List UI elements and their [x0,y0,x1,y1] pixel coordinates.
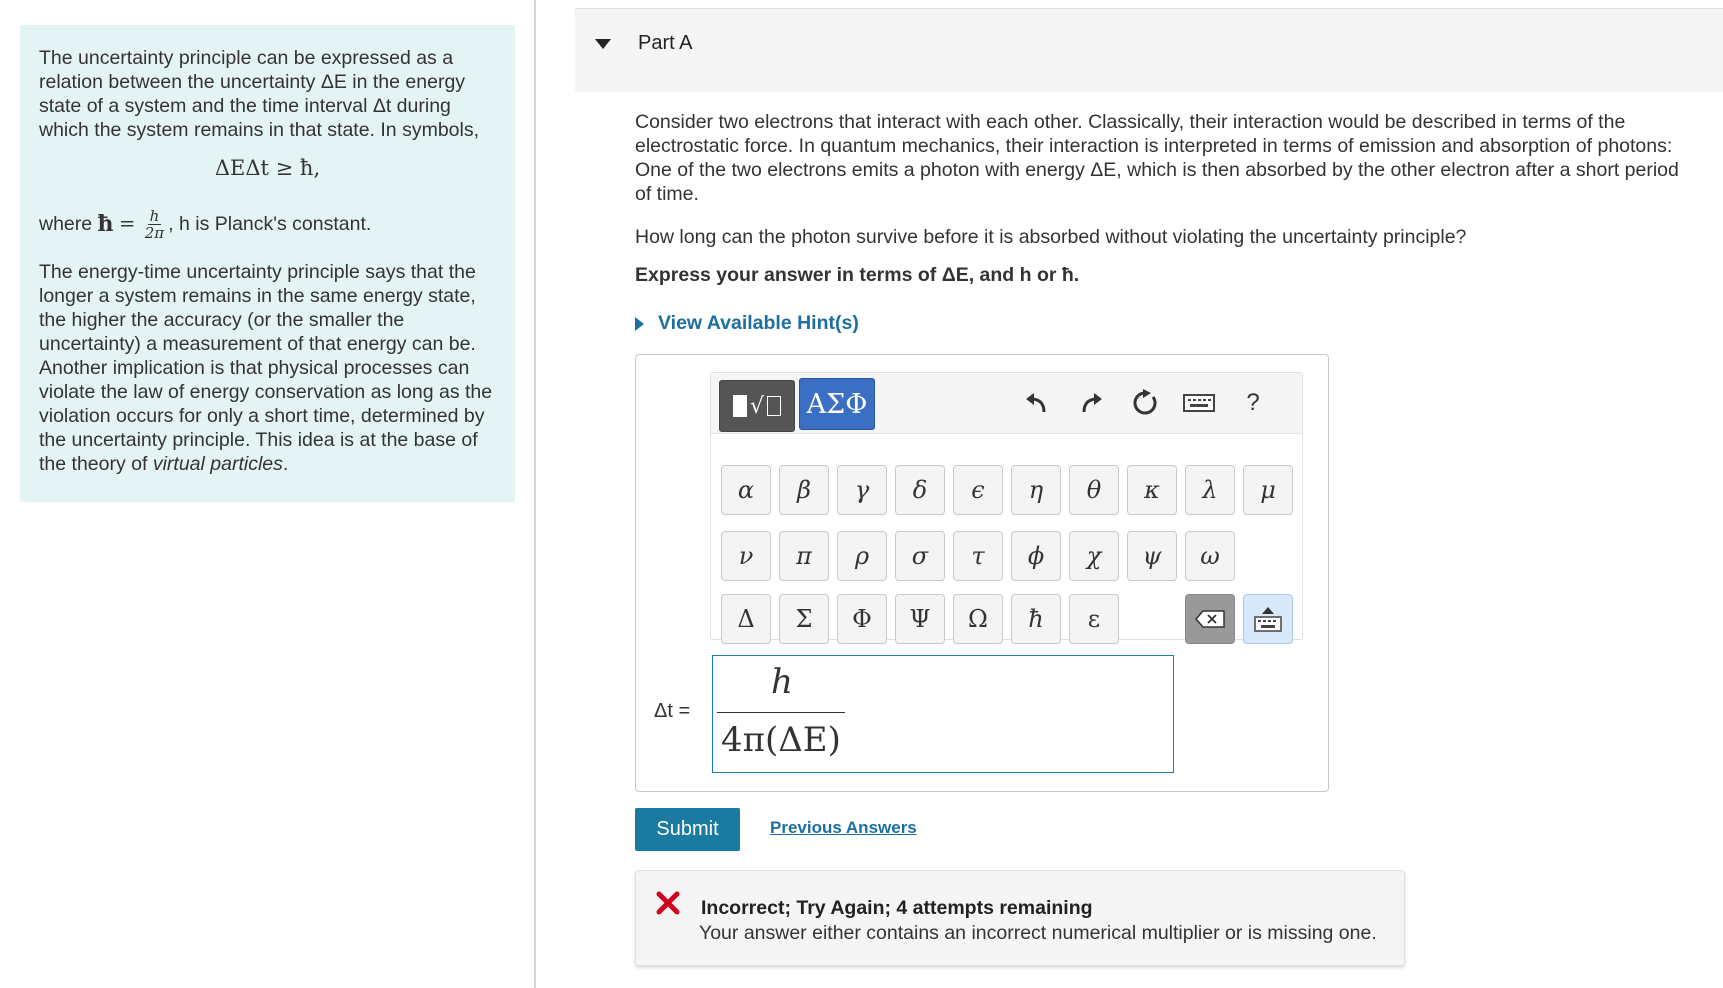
submit-button[interactable]: Submit [635,808,740,851]
key-delta[interactable]: δ [895,465,945,515]
template-square-icon [733,395,747,417]
fraction-numerator: h [149,206,160,225]
equals-sign: = [118,212,136,235]
view-hints-link[interactable] [635,312,859,335]
view-hints-label: View Available Hint(s) [658,312,859,334]
question-paragraph: Consider two electrons that interact with each other. Classically, their interaction would be described in terms of the electrostatic force. In quantum mechanics, their interaction is interpreted in terms of emission and absorption of photons: One of the two electrons emits a photon with energy ΔE, which is then absorbed by the other electron after a short period of time. [635,111,1679,205]
key-varepsilon[interactable]: ε [1069,594,1119,644]
where-suffix: , h is Planck's constant. [168,213,372,235]
hbar-symbol: ħ [97,211,114,237]
template-box-icon [767,396,781,416]
key-lambda[interactable]: λ [1185,465,1235,515]
uncertainty-equation: ΔEΔt ≥ ħ, [214,156,321,180]
expand-caret-icon [635,317,644,331]
key-gamma[interactable]: γ [837,465,887,515]
backspace-icon [1194,609,1226,629]
info-paragraph-2-end: . [282,453,289,475]
templates-button[interactable] [719,380,795,432]
toggle-keyboard-button[interactable] [1243,594,1293,644]
key-rho[interactable]: ρ [837,531,887,581]
keyboard-up-icon [1253,604,1283,634]
key-capital-phi[interactable]: Φ [837,594,887,644]
error-x-icon [656,891,680,920]
key-pi[interactable]: π [779,531,829,581]
key-alpha[interactable]: α [721,465,771,515]
panel-divider [534,0,536,988]
key-capital-sigma[interactable]: Σ [779,594,829,644]
part-header[interactable] [575,8,1723,92]
math-palette [710,372,1303,640]
key-capital-omega[interactable]: Ω [953,594,1003,644]
h-over-2pi-fraction [143,208,166,241]
key-sigma[interactable]: σ [895,531,945,581]
help-icon[interactable]: ? [1246,389,1260,416]
previous-answers-link[interactable]: Previous Answers [770,818,917,837]
fraction-bar [717,712,845,713]
undo-icon[interactable] [1019,385,1055,421]
part-title: Part A [638,32,693,54]
key-nu[interactable]: ν [721,531,771,581]
key-phi[interactable]: ϕ [1011,531,1061,581]
key-tau[interactable]: τ [953,531,1003,581]
answer-box [635,354,1329,792]
hbar-definition [39,202,496,246]
answer-label: Δt = [654,700,691,722]
palette-toolbar [711,373,1302,434]
key-capital-delta[interactable]: Δ [721,594,771,644]
question-prompt: How long can the photon survive before it is absorbed without violating the uncertainty principle? [635,226,1467,248]
info-paragraph-2-text: The energy-time uncertainty principle says that the longer a system remains in the same energy state, the higher the accuracy (or the smaller the uncertainty) a measurement of that energy can be. Another implication is that physical processes can violate the law of energy conservation as long as the violation occurs for only a short time, determined by the uncertainty principle. This idea is at the base of the theory of [39,261,493,475]
info-panel [20,25,515,502]
key-chi[interactable]: χ [1069,531,1119,581]
key-psi[interactable]: ψ [1127,531,1177,581]
key-epsilon[interactable]: ϵ [953,465,1003,515]
key-kappa[interactable]: κ [1127,465,1177,515]
key-mu[interactable]: μ [1243,465,1293,515]
feedback-box [635,870,1405,966]
key-beta[interactable]: β [779,465,829,515]
question-text [635,110,1695,206]
info-paragraph-1: The uncertainty principle can be expressed as a relation between the uncertainty ΔE in the energy state of a system and the time interval Δt during which the system remains in that state. In symbols, [39,47,480,141]
answer-input[interactable] [712,655,1174,773]
key-capital-psi[interactable]: Ψ [895,594,945,644]
info-paragraph-2 [39,260,496,476]
key-hbar[interactable]: ħ [1011,594,1061,644]
collapse-caret-icon[interactable] [595,39,611,49]
key-eta[interactable]: η [1011,465,1061,515]
sqrt-icon: √ [749,393,765,419]
reset-icon[interactable] [1127,385,1163,421]
where-text: where [39,213,93,235]
virtual-particles-term: virtual particles [152,453,283,475]
answer-numerator: h [771,662,793,702]
fraction-denominator: 2π [144,223,165,242]
answer-instructions: Express your answer in terms of ΔE, and h or ħ. [635,264,1080,286]
feedback-title: Incorrect; Try Again; 4 attempts remaining [701,897,1093,919]
backspace-button[interactable] [1185,594,1235,644]
greek-symbols-button[interactable]: ΑΣΦ [799,378,875,430]
key-theta[interactable]: θ [1069,465,1119,515]
key-omega[interactable]: ω [1185,531,1235,581]
feedback-message: Your answer either contains an incorrect numerical multiplier or is missing one. [699,922,1377,944]
redo-icon[interactable] [1073,385,1109,421]
keyboard-icon[interactable] [1181,385,1217,421]
answer-denominator: 4π(ΔE) [721,720,841,760]
